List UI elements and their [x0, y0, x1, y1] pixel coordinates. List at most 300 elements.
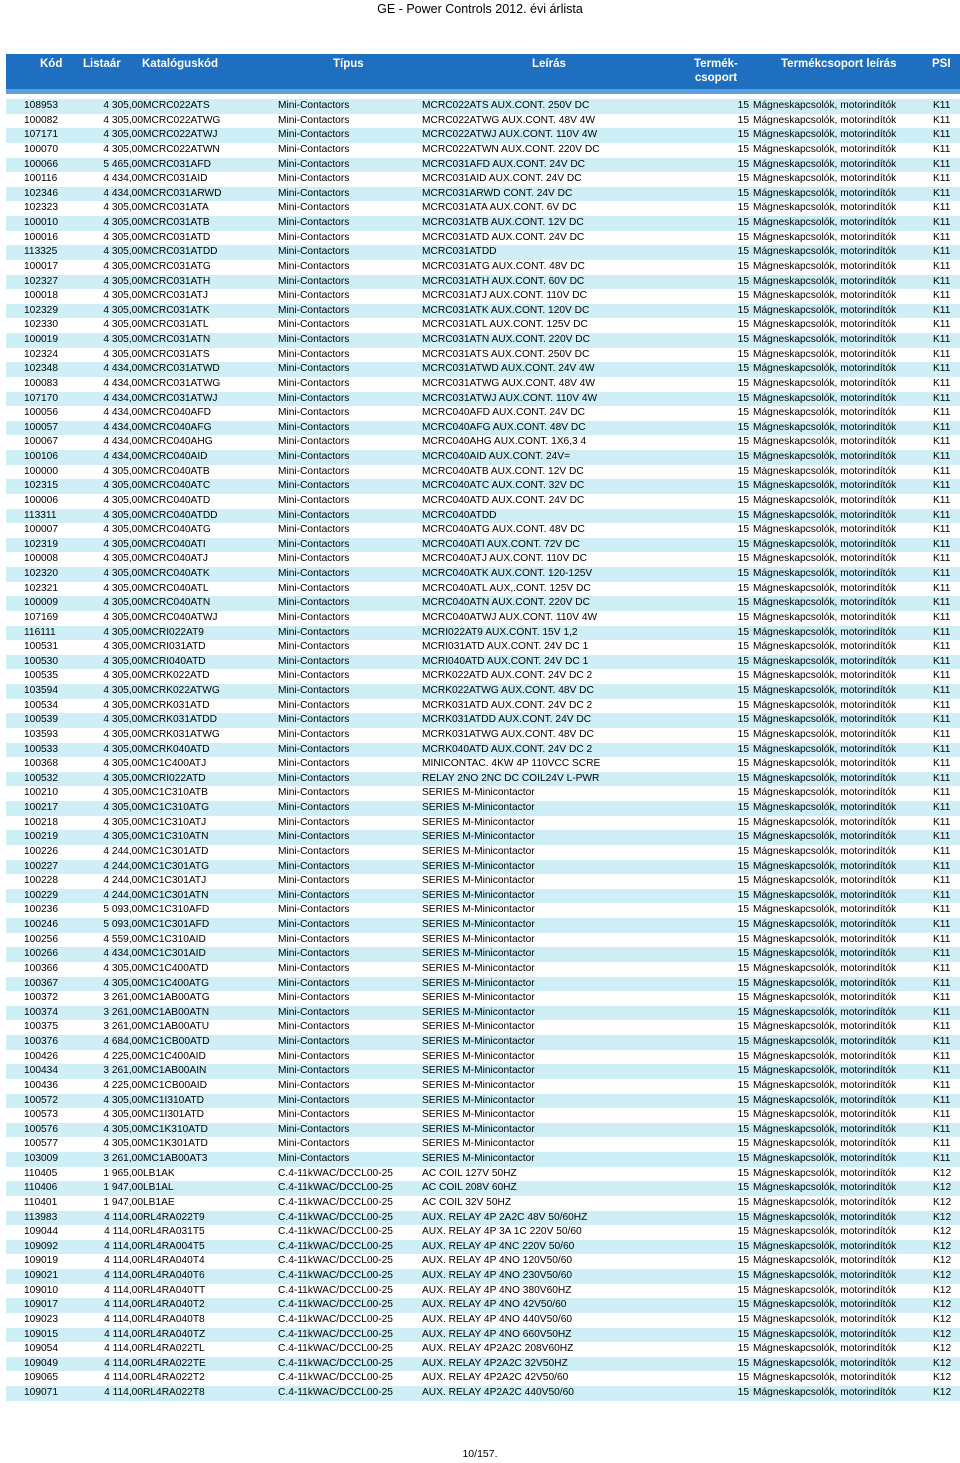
- cell-kod: 100000: [24, 465, 58, 477]
- cell-termekcsoport: 15: [737, 948, 749, 960]
- cell-leiras: AC COIL 32V 50HZ: [422, 1196, 512, 1208]
- cell-katalogus: MCRC040ATC: [143, 480, 211, 492]
- cell-tipus: Mini-Contactors: [278, 348, 350, 360]
- cell-listaar: 4 434,00: [103, 407, 143, 419]
- cell-kod: 102323: [24, 202, 58, 214]
- cell-termekcsoport: 15: [737, 334, 749, 345]
- cell-termekcsoport-leiras: Mágneskapcsolók, motorindítók: [753, 1050, 897, 1062]
- table-row: [6, 1357, 960, 1372]
- cell-leiras: AUX. RELAY 4P2A2C 42V50/60: [422, 1372, 569, 1384]
- table-row: [6, 1240, 960, 1255]
- cell-listaar: 5 093,00: [103, 904, 143, 916]
- cell-kod: 116111: [24, 626, 56, 638]
- cell-psi: K11: [933, 860, 951, 872]
- table-row: [6, 1050, 960, 1065]
- table-row: [6, 860, 960, 875]
- cell-psi: K12: [933, 1167, 952, 1179]
- cell-tipus: Mini-Contactors: [278, 787, 350, 799]
- cell-kod: 100070: [24, 143, 58, 155]
- cell-listaar: 4 305,00: [103, 524, 143, 536]
- cell-leiras: SERIES M-Minicontactor: [422, 1065, 535, 1077]
- cell-katalogus: RL4RA022T8: [143, 1387, 205, 1398]
- cell-listaar: 4 434,00: [103, 421, 143, 433]
- cell-psi: K11: [933, 363, 951, 375]
- cell-leiras: AUX. RELAY 4P 4NO 440V50/60: [422, 1313, 573, 1325]
- cell-katalogus: MCRC040ATWJ: [143, 611, 218, 623]
- cell-katalogus: MCRC031ATN: [143, 334, 211, 345]
- cell-tipus: Mini-Contactors: [278, 319, 350, 331]
- cell-tipus: Mini-Contactors: [278, 582, 350, 594]
- cell-katalogus: MC1C301ATN: [143, 889, 209, 901]
- cell-listaar: 4 305,00: [103, 348, 143, 360]
- cell-katalogus: MC1K301ATD: [143, 1138, 208, 1150]
- cell-listaar: 4 244,00: [103, 845, 143, 857]
- table-row: [6, 1371, 960, 1386]
- cell-leiras: SERIES M-Minicontactor: [422, 802, 535, 813]
- cell-kod: 100218: [24, 816, 58, 828]
- cell-termekcsoport-leiras: Mágneskapcsolók, motorindítók: [753, 1036, 897, 1047]
- cell-listaar: 4 244,00: [103, 875, 143, 887]
- cell-tipus: C.4-11kWAC/DCCL00-25: [278, 1328, 393, 1340]
- cell-psi: K11: [933, 1153, 951, 1164]
- cell-katalogus: RL4RA022TL: [143, 1343, 205, 1355]
- cell-tipus: Mini-Contactors: [278, 1153, 350, 1164]
- cell-leiras: MCRC040ATB AUX.CONT. 12V DC: [422, 465, 584, 477]
- cell-tipus: Mini-Contactors: [278, 275, 350, 287]
- cell-psi: K11: [933, 173, 951, 185]
- cell-kod: 110406: [24, 1182, 58, 1194]
- cell-termekcsoport: 15: [737, 290, 749, 302]
- cell-leiras: MCRC031ATD AUX.CONT. 24V DC: [422, 231, 585, 243]
- cell-katalogus: MC1I310ATD: [143, 1094, 204, 1106]
- cell-listaar: 4 305,00: [103, 217, 143, 228]
- page-number: 10/157.: [462, 1448, 498, 1460]
- cell-tipus: Mini-Contactors: [278, 187, 350, 199]
- table-row: [6, 509, 960, 524]
- table-row: [6, 933, 960, 948]
- cell-termekcsoport-leiras: Mágneskapcsolók, motorindítók: [753, 1021, 897, 1033]
- cell-psi: K12: [933, 1284, 952, 1296]
- cell-leiras: MCRC040ATWJ AUX.CONT. 110V 4W: [422, 611, 598, 623]
- cell-termekcsoport-leiras: Mágneskapcsolók, motorindítók: [753, 787, 897, 799]
- cell-kod: 100531: [24, 641, 58, 653]
- cell-tipus: Mini-Contactors: [278, 1109, 350, 1121]
- table-row: [6, 991, 960, 1006]
- table-row: [6, 1079, 960, 1094]
- cell-leiras: MCRC040AFG AUX.CONT. 48V DC: [422, 421, 586, 433]
- cell-leiras: MCRC031ATDD: [422, 246, 497, 258]
- cell-tipus: C.4-11kWAC/DCCL00-25: [278, 1255, 393, 1267]
- cell-leiras: MCRC040ATN AUX.CONT. 220V DC: [422, 597, 590, 609]
- cell-kod: 100532: [24, 772, 58, 784]
- cell-termekcsoport-leiras: Mágneskapcsolók, motorindítók: [753, 977, 897, 989]
- cell-termekcsoport: 15: [737, 363, 749, 375]
- cell-kod: 100426: [24, 1050, 58, 1062]
- cell-kod: 100256: [24, 933, 58, 945]
- cell-leiras: AUX. RELAY 4P2A2C 440V50/60: [422, 1387, 574, 1398]
- cell-listaar: 4 114,00: [104, 1299, 143, 1311]
- cell-termekcsoport: 15: [737, 992, 749, 1004]
- cell-termekcsoport-leiras: Mágneskapcsolók, motorindítók: [753, 875, 897, 887]
- cell-leiras: AUX. RELAY 4P 4NO 230V50/60: [422, 1270, 573, 1281]
- cell-kod: 100368: [24, 758, 58, 770]
- cell-kod: 100226: [24, 845, 58, 857]
- cell-termekcsoport: 15: [737, 641, 749, 653]
- cell-katalogus: RL4RA040TZ: [143, 1328, 206, 1340]
- cell-katalogus: MC1C310AFD: [143, 904, 210, 916]
- table-row: [6, 216, 960, 231]
- cell-leiras: MCRC040AHG AUX.CONT. 1X6,3 4: [422, 436, 587, 448]
- cell-leiras: SERIES M-Minicontactor: [422, 919, 535, 930]
- cell-termekcsoport-leiras: Mágneskapcsolók, motorindítók: [753, 114, 897, 126]
- cell-listaar: 4 305,00: [103, 465, 143, 477]
- cell-listaar: 4 305,00: [103, 143, 143, 155]
- cell-listaar: 1 947,00: [103, 1196, 143, 1208]
- cell-termekcsoport-leiras: Mágneskapcsolók, motorindítók: [753, 831, 897, 843]
- cell-tipus: Mini-Contactors: [278, 436, 350, 448]
- cell-tipus: Mini-Contactors: [278, 641, 350, 653]
- cell-tipus: Mini-Contactors: [278, 231, 350, 243]
- cell-listaar: 4 114,00: [104, 1284, 143, 1296]
- cell-leiras: MCRK031ATDD AUX.CONT. 24V DC: [422, 714, 592, 726]
- table-row: [6, 757, 960, 772]
- cell-termekcsoport-leiras: Mágneskapcsolók, motorindítók: [753, 173, 897, 185]
- cell-tipus: Mini-Contactors: [278, 655, 350, 667]
- cell-kod: 100007: [24, 524, 58, 536]
- cell-termekcsoport-leiras: Mágneskapcsolók, motorindítók: [753, 714, 897, 726]
- cell-termekcsoport: 15: [737, 553, 749, 565]
- cell-tipus: Mini-Contactors: [278, 377, 350, 389]
- cell-psi: K11: [933, 1006, 951, 1018]
- table-row: [6, 655, 960, 670]
- table-row: [6, 187, 960, 202]
- cell-katalogus: MC1AB00ATU: [143, 1021, 210, 1033]
- cell-psi: K11: [933, 904, 951, 916]
- cell-kod: 100227: [24, 860, 58, 872]
- cell-termekcsoport: 15: [737, 1240, 749, 1252]
- cell-psi: K11: [933, 465, 951, 477]
- cell-psi: K11: [933, 889, 951, 901]
- cell-leiras: SERIES M-Minicontactor: [422, 787, 535, 799]
- cell-termekcsoport: 15: [737, 480, 749, 492]
- cell-termekcsoport: 15: [737, 348, 749, 360]
- cell-katalogus: RL4RA040T8: [143, 1313, 205, 1325]
- cell-katalogus: MCRC040AFG: [143, 421, 212, 433]
- cell-termekcsoport: 15: [737, 919, 749, 930]
- cell-termekcsoport-leiras: Mágneskapcsolók, motorindítók: [753, 1123, 897, 1135]
- cell-katalogus: MCRC031ATWD: [143, 363, 220, 375]
- table-row: [6, 1167, 960, 1182]
- cell-termekcsoport: 15: [737, 451, 749, 462]
- table-row: [6, 582, 960, 597]
- cell-leiras: MCRC022ATWG AUX.CONT. 48V 4W: [422, 114, 596, 126]
- cell-termekcsoport: 15: [737, 977, 749, 989]
- cell-listaar: 4 114,00: [104, 1387, 143, 1398]
- cell-tipus: Mini-Contactors: [278, 1123, 350, 1135]
- cell-leiras: MCRC040ATDD: [422, 509, 497, 521]
- table-row: [6, 1254, 960, 1269]
- cell-termekcsoport-leiras: Mágneskapcsolók, motorindítók: [753, 655, 897, 667]
- cell-leiras: MCRC040ATD AUX.CONT. 24V DC: [422, 494, 585, 506]
- cell-psi: K11: [933, 275, 951, 287]
- cell-termekcsoport: 15: [737, 260, 749, 272]
- cell-tipus: C.4-11kWAC/DCCL00-25: [278, 1313, 393, 1325]
- cell-termekcsoport-leiras: Mágneskapcsolók, motorindítók: [753, 1065, 897, 1077]
- cell-leiras: MCRC022ATWN AUX.CONT. 220V DC: [422, 143, 600, 155]
- cell-leiras: MCRC031ATG AUX.CONT. 48V DC: [422, 260, 585, 272]
- cell-leiras: MCRC040AFD AUX.CONT. 24V DC: [422, 407, 586, 419]
- cell-kod: 109017: [24, 1299, 58, 1311]
- cell-tipus: Mini-Contactors: [278, 100, 350, 111]
- cell-listaar: 4 434,00: [103, 948, 143, 960]
- cell-leiras: MCRC031ATWG AUX.CONT. 48V 4W: [422, 377, 596, 389]
- cell-termekcsoport-leiras: Mágneskapcsolók, motorindítók: [753, 1226, 897, 1238]
- cell-termekcsoport-leiras: Mágneskapcsolók, motorindítók: [753, 1153, 897, 1164]
- cell-termekcsoport: 15: [737, 1036, 749, 1047]
- cell-termekcsoport: 15: [737, 714, 749, 726]
- cell-leiras: MCRC031ATL AUX.CONT. 125V DC: [422, 319, 588, 331]
- cell-listaar: 4 305,00: [103, 962, 143, 974]
- cell-katalogus: MC1C310ATG: [143, 802, 210, 813]
- cell-termekcsoport: 15: [737, 1123, 749, 1135]
- cell-termekcsoport: 15: [737, 816, 749, 828]
- cell-leiras: MCRC031ATWD AUX.CONT. 24V 4W: [422, 363, 595, 375]
- cell-leiras: SERIES M-Minicontactor: [422, 875, 535, 887]
- cell-listaar: 4 305,00: [103, 611, 143, 623]
- cell-leiras: MCRC040ATI AUX.CONT. 72V DC: [422, 538, 580, 550]
- cell-kod: 108953: [24, 100, 58, 111]
- cell-kod: 102329: [24, 304, 58, 316]
- cell-tipus: Mini-Contactors: [278, 948, 350, 960]
- cell-listaar: 4 305,00: [103, 260, 143, 272]
- cell-psi: K11: [933, 129, 951, 141]
- table-row: [6, 1094, 960, 1109]
- cell-termekcsoport: 15: [737, 1328, 749, 1340]
- cell-listaar: 1 965,00: [103, 1167, 143, 1179]
- cell-tipus: C.4-11kWAC/DCCL00-25: [278, 1211, 393, 1223]
- cell-katalogus: MCRC040AHG: [143, 436, 213, 448]
- cell-tipus: Mini-Contactors: [278, 509, 350, 521]
- cell-termekcsoport: 15: [737, 1313, 749, 1325]
- cell-tipus: Mini-Contactors: [278, 260, 350, 272]
- cell-leiras: AUX. RELAY 4P 3A 1C 220V 50/60: [422, 1226, 582, 1238]
- cell-kod: 102348: [24, 363, 58, 375]
- table-row: [6, 962, 960, 977]
- cell-listaar: 4 305,00: [103, 597, 143, 609]
- cell-tipus: Mini-Contactors: [278, 1050, 350, 1062]
- table-row: [6, 1137, 960, 1152]
- cell-psi: K11: [933, 187, 951, 199]
- cell-psi: K11: [933, 217, 951, 228]
- cell-termekcsoport: 15: [737, 1167, 749, 1179]
- cell-termekcsoport: 15: [737, 1079, 749, 1091]
- table-row: [6, 626, 960, 641]
- cell-psi: K11: [933, 436, 951, 448]
- cell-termekcsoport: 15: [737, 1109, 749, 1121]
- cell-psi: K12: [933, 1313, 952, 1325]
- cell-leiras: MCRI031ATD AUX.CONT. 24V DC 1: [422, 641, 589, 653]
- cell-tipus: Mini-Contactors: [278, 699, 350, 711]
- cell-termekcsoport: 15: [737, 582, 749, 594]
- cell-kod: 100535: [24, 670, 58, 682]
- table-row: [6, 128, 960, 143]
- cell-listaar: 4 114,00: [104, 1240, 143, 1252]
- cell-leiras: MCRC040ATK AUX.CONT. 120-125V: [422, 568, 593, 579]
- cell-leiras: SERIES M-Minicontactor: [422, 1079, 535, 1091]
- cell-psi: K11: [933, 714, 951, 726]
- cell-psi: K11: [933, 421, 951, 433]
- cell-termekcsoport-leiras: Mágneskapcsolók, motorindítók: [753, 1313, 897, 1325]
- cell-katalogus: MC1CB00AID: [143, 1079, 207, 1091]
- cell-kod: 113325: [24, 246, 58, 258]
- cell-termekcsoport-leiras: Mágneskapcsolók, motorindítók: [753, 641, 897, 653]
- cell-termekcsoport: 15: [737, 1343, 749, 1355]
- cell-katalogus: MCRK031ATDD: [143, 714, 217, 726]
- cell-kod: 100576: [24, 1123, 58, 1135]
- cell-psi: K11: [933, 290, 951, 302]
- cell-termekcsoport: 15: [737, 611, 749, 623]
- cell-termekcsoport: 15: [737, 889, 749, 901]
- cell-termekcsoport: 15: [737, 524, 749, 536]
- cell-katalogus: RL4RA040TT: [143, 1284, 206, 1296]
- cell-katalogus: RL4RA040T6: [143, 1270, 205, 1281]
- cell-listaar: 4 114,00: [104, 1357, 143, 1369]
- cell-termekcsoport: 15: [737, 202, 749, 214]
- cell-listaar: 4 305,00: [103, 202, 143, 214]
- cell-termekcsoport-leiras: Mágneskapcsolók, motorindítók: [753, 553, 897, 565]
- cell-leiras: SERIES M-Minicontactor: [422, 831, 535, 843]
- cell-psi: K12: [933, 1196, 952, 1208]
- cell-tipus: Mini-Contactors: [278, 451, 350, 462]
- cell-kod: 100219: [24, 831, 58, 843]
- cell-leiras: MCRI022AT9 AUX.CONT. 15V 1,2: [422, 626, 578, 638]
- cell-termekcsoport-leiras: Mágneskapcsolók, motorindítók: [753, 1387, 897, 1398]
- cell-psi: K11: [933, 260, 951, 272]
- cell-listaar: 4 305,00: [103, 831, 143, 843]
- cell-listaar: 4 305,00: [103, 787, 143, 799]
- cell-psi: K11: [933, 334, 951, 345]
- cell-katalogus: MCRI031ATD: [143, 641, 206, 653]
- cell-listaar: 4 305,00: [103, 743, 143, 755]
- cell-katalogus: MC1C301ATG: [143, 860, 210, 872]
- cell-psi: K11: [933, 1065, 951, 1077]
- cell-termekcsoport-leiras: Mágneskapcsolók, motorindítók: [753, 421, 897, 433]
- cell-psi: K11: [933, 1123, 951, 1135]
- cell-tipus: Mini-Contactors: [278, 1021, 350, 1033]
- cell-termekcsoport: 15: [737, 831, 749, 843]
- cell-kod: 100210: [24, 787, 58, 799]
- cell-psi: K11: [933, 816, 951, 828]
- cell-tipus: Mini-Contactors: [278, 860, 350, 872]
- table-row: [6, 1225, 960, 1240]
- table-row: [6, 377, 960, 392]
- cell-kod: 109044: [24, 1226, 58, 1238]
- table-row: [6, 1123, 960, 1138]
- cell-katalogus: MC1C400ATD: [143, 962, 209, 974]
- cell-listaar: 4 114,00: [104, 1313, 143, 1325]
- cell-katalogus: MCRC031ATJ: [143, 290, 208, 302]
- cell-termekcsoport: 15: [737, 1211, 749, 1223]
- cell-tipus: Mini-Contactors: [278, 304, 350, 316]
- cell-termekcsoport: 15: [737, 904, 749, 916]
- cell-psi: K12: [933, 1182, 952, 1194]
- cell-leiras: MCRC031ATK AUX.CONT. 120V DC: [422, 304, 590, 316]
- cell-termekcsoport: 15: [737, 187, 749, 199]
- cell-tipus: Mini-Contactors: [278, 1036, 350, 1047]
- cell-termekcsoport: 15: [737, 743, 749, 755]
- cell-termekcsoport-leiras: Mágneskapcsolók, motorindítók: [753, 948, 897, 960]
- cell-psi: K12: [933, 1270, 952, 1281]
- cell-termekcsoport: 15: [737, 933, 749, 945]
- cell-termekcsoport-leiras: Mágneskapcsolók, motorindítók: [753, 290, 897, 302]
- cell-katalogus: MCRC040AFD: [143, 407, 211, 419]
- table-row: [6, 201, 960, 216]
- table-row: [6, 1284, 960, 1299]
- cell-katalogus: MC1C301ATJ: [143, 875, 207, 887]
- cell-psi: K11: [933, 655, 951, 667]
- cell-psi: K12: [933, 1255, 952, 1267]
- header-listaar: Listaár: [83, 58, 121, 70]
- cell-kod: 109021: [24, 1270, 58, 1281]
- cell-psi: K11: [933, 597, 951, 609]
- cell-psi: K12: [933, 1211, 952, 1223]
- cell-termekcsoport-leiras: Mágneskapcsolók, motorindítók: [753, 699, 897, 711]
- cell-termekcsoport-leiras: Mágneskapcsolók, motorindítók: [753, 1284, 897, 1296]
- table-row: [6, 465, 960, 480]
- cell-psi: K11: [933, 831, 951, 843]
- cell-tipus: C.4-11kWAC/DCCL00-25: [278, 1167, 393, 1179]
- cell-leiras: MCRI040ATD AUX.CONT. 24V DC 1: [422, 655, 589, 667]
- cell-leiras: SERIES M-Minicontactor: [422, 977, 535, 989]
- header-kod: Kód: [40, 58, 63, 70]
- cell-listaar: 4 244,00: [103, 860, 143, 872]
- cell-listaar: 4 305,00: [103, 758, 143, 770]
- table-row: [6, 479, 960, 494]
- cell-katalogus: MCRC031ATDD: [143, 246, 218, 258]
- cell-termekcsoport: 15: [737, 246, 749, 258]
- cell-kod: 113983: [24, 1211, 58, 1223]
- cell-psi: K12: [933, 1240, 952, 1252]
- table-row: [6, 1328, 960, 1343]
- cell-termekcsoport-leiras: Mágneskapcsolók, motorindítók: [753, 1328, 897, 1340]
- cell-leiras: MCRC022ATWJ AUX.CONT. 110V 4W: [422, 129, 598, 141]
- table-row: [6, 743, 960, 758]
- cell-termekcsoport: 15: [737, 685, 749, 696]
- cell-kod: 100018: [24, 290, 58, 302]
- cell-katalogus: MCRC040ATL: [143, 582, 209, 594]
- table-row: [6, 523, 960, 538]
- cell-tipus: Mini-Contactors: [278, 1079, 350, 1091]
- cell-katalogus: MC1C310AID: [143, 933, 206, 945]
- cell-psi: K11: [933, 933, 951, 945]
- cell-leiras: AUX. RELAY 4P 4NO 660V50HZ: [422, 1328, 572, 1340]
- cell-termekcsoport-leiras: Mágneskapcsolók, motorindítók: [753, 407, 897, 419]
- table-row: [6, 1006, 960, 1021]
- cell-termekcsoport-leiras: Mágneskapcsolók, motorindítók: [753, 1167, 897, 1179]
- cell-leiras: AUX. RELAY 4P 2A2C 48V 50/60HZ: [422, 1211, 588, 1223]
- cell-termekcsoport-leiras: Mágneskapcsolók, motorindítók: [753, 992, 897, 1004]
- cell-termekcsoport: 15: [737, 875, 749, 887]
- cell-leiras: MCRK022ATD AUX.CONT. 24V DC 2: [422, 670, 593, 682]
- cell-termekcsoport-leiras: Mágneskapcsolók, motorindítók: [753, 451, 897, 462]
- table-row: [6, 713, 960, 728]
- cell-termekcsoport-leiras: Mágneskapcsolók, motorindítók: [753, 611, 897, 623]
- cell-katalogus: MCRC031AID: [143, 173, 208, 185]
- table-row: [6, 889, 960, 904]
- cell-termekcsoport: 15: [737, 860, 749, 872]
- cell-leiras: SERIES M-Minicontactor: [422, 889, 535, 901]
- cell-termekcsoport-leiras: Mágneskapcsolók, motorindítók: [753, 1196, 897, 1208]
